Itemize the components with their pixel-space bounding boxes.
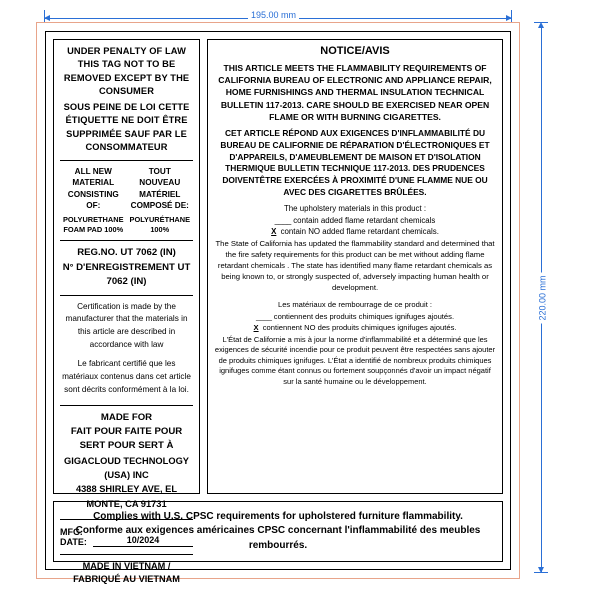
checkbox-x-fr[interactable]: X bbox=[253, 322, 259, 332]
mfg-date-label: MFG. DATE: bbox=[60, 527, 87, 548]
upholstery-option-2-en-label: contain NO added flame retardant chemicals. bbox=[280, 226, 439, 236]
registration-number-fr: N° D'ENREGISTREMENT UT 7062 (IN) bbox=[62, 261, 191, 288]
upholstery-option-1-fr bbox=[214, 311, 496, 322]
height-tick-bottom bbox=[534, 572, 548, 573]
divider-4 bbox=[60, 405, 193, 406]
cpsc-panel bbox=[53, 501, 503, 563]
upholstery-intro-fr: Les matériaux de rembourrage de ce produit : bbox=[277, 300, 433, 310]
notice-title: NOTICE/AVIS bbox=[320, 45, 390, 57]
material-fr bbox=[127, 166, 194, 236]
state-paragraph-en: The State of California has updated the flammability standard and determined that the fire safety requirements for this product can be met without adding flame retardant chemicals . The state has identified many flame retardant chemicals as being known to, or strongly suspected of, adversely impacting human health or development. bbox=[215, 239, 495, 292]
law-tag-panel bbox=[53, 39, 200, 585]
country-of-origin: MADE IN VIETNAM / FABRIQUÉ AU VIETNAM bbox=[73, 561, 180, 585]
cpsc-statement-en: Complies with U.S. CPSC requirements for upholstered furniture flammability. bbox=[93, 510, 463, 522]
material-en-value: POLYURETHANE FOAM PAD 100% bbox=[63, 214, 124, 235]
upholstery-option-1-en bbox=[214, 215, 496, 226]
checkbox-blank-en-1[interactable]: ____ bbox=[274, 215, 292, 225]
label-artboard bbox=[36, 22, 520, 585]
law-heading-fr: SOUS PEINE DE LOI CETTE ÉTIQUETTE NE DOIT ÊTRE SUPPRIMÉE SAUF PAR LE CONSOMMATEUR bbox=[63, 101, 190, 153]
mfg-date-value: 10/2024 bbox=[93, 535, 193, 547]
checkbox-blank-fr-1[interactable]: ____ bbox=[255, 311, 272, 321]
certification-en: Certification is made by the manufacturer that the materials in this article are described in accordance with law bbox=[65, 301, 188, 349]
law-heading-en: UNDER PENALTY OF LAW THIS TAG NOT TO BE REMOVED EXCEPT BY THE CONSUMER bbox=[63, 46, 190, 97]
material-row bbox=[60, 166, 193, 236]
divider-1 bbox=[60, 160, 193, 161]
notice-body-en: THIS ARTICLE MEETS THE FLAMMABILITY REQUIREMENTS OF CALIFORNIA BUREAU OF ELECTRONIC AND APPLIANCE REPAIR, HOME FURNISHINGS AND THERMAL INSULATION TECHNICAL BULLETIN 117-2013. CARE SHOULD BE EXERCISED NEAR OPEN FLAME OR WITH BURNING CIGARETTES. bbox=[218, 63, 492, 122]
upholstery-option-1-en-label: contain added flame retardant chemicals bbox=[293, 215, 436, 225]
upholstery-intro-en: The upholstery materials in this product : bbox=[283, 203, 427, 213]
upholstery-option-2-fr-label: contiennent NO des produits chimiques ignifuges ajoutés. bbox=[262, 322, 457, 332]
upholstery-option-2-fr bbox=[214, 322, 496, 333]
right-panel-spacer bbox=[214, 387, 496, 487]
checkbox-x-en[interactable]: X bbox=[271, 226, 277, 236]
label-border bbox=[45, 31, 511, 585]
company-name: GIGACLOUD TECHNOLOGY (USA) INC bbox=[64, 455, 190, 481]
made-for-fr: FAIT POUR FAITE POUR SERT POUR SERT À bbox=[70, 425, 183, 452]
upholstery-option-2-en bbox=[214, 226, 496, 237]
height-dimension-label: 220.00 mm bbox=[538, 272, 548, 323]
state-paragraph-fr: L'État de Californie a mis à jour la norme d'inflammabilité et a déterminé que les exigences de sécurité incendie pour ce produit peuvent être respectées sans ajouter de produits chimiques ignifuges. L'État a identifié de nombreux produits chimiques ignifuges comme étant connus ou fortement soupçonnés d'avoir un impact négatif sur la santé humaine ou le développement. bbox=[214, 334, 496, 386]
registration-number-en: REG.NO. UT 7062 (IN) bbox=[77, 247, 176, 259]
material-en bbox=[60, 166, 127, 236]
made-for-en: MADE FOR bbox=[100, 411, 153, 423]
notice-body-fr: CET ARTICLE RÉPOND AUX EXIGENCES D'INFLAMMABILITÉ DU BUREAU DE CALIFORNIE DE RÉPARATION D'ÉLECTRONIQUES ET D'APPAREILS, D'AMEUBLEMENT DE MAISON ET D'ISOLATION THERMIQUE BULLETIN TECHNIQUE 117-2013. DES PRUDENCES DOIVENTÊTRE EXERCÉES À PROXIMITÉ D'UNE FLAMME NUE OU AVEC DES CIGARETTES BRÛLÉES. bbox=[220, 128, 490, 197]
notice-panel bbox=[207, 39, 503, 494]
material-fr-title: TOUT NOUVEAU MATÉRIEL COMPOSÉ DE: bbox=[130, 166, 189, 211]
height-tick-top bbox=[534, 22, 548, 23]
upholstery-option-1-fr-label: contiennent des produits chimiques ignifuges ajoutés. bbox=[273, 311, 455, 321]
material-fr-value: POLYURÉTHANE 100% bbox=[129, 214, 191, 235]
company-address: 4388 SHIRLEY AVE, EL MONTE, CA 91731 bbox=[75, 484, 178, 509]
material-en-title: ALL NEW MATERIAL CONSISTING OF: bbox=[67, 166, 119, 211]
cpsc-statement-fr: Conforme aux exigences américaines CPSC concernant l'inflammabilité des meubles rembourrés. bbox=[75, 525, 481, 551]
divider-3 bbox=[60, 295, 193, 296]
certification-fr: Le fabricant certifié que les matériaux contenus dans cet article sont décrits conformément à la loi. bbox=[62, 359, 191, 394]
divider-2 bbox=[60, 240, 193, 241]
width-dimension-label: 195.00 mm bbox=[248, 10, 299, 20]
